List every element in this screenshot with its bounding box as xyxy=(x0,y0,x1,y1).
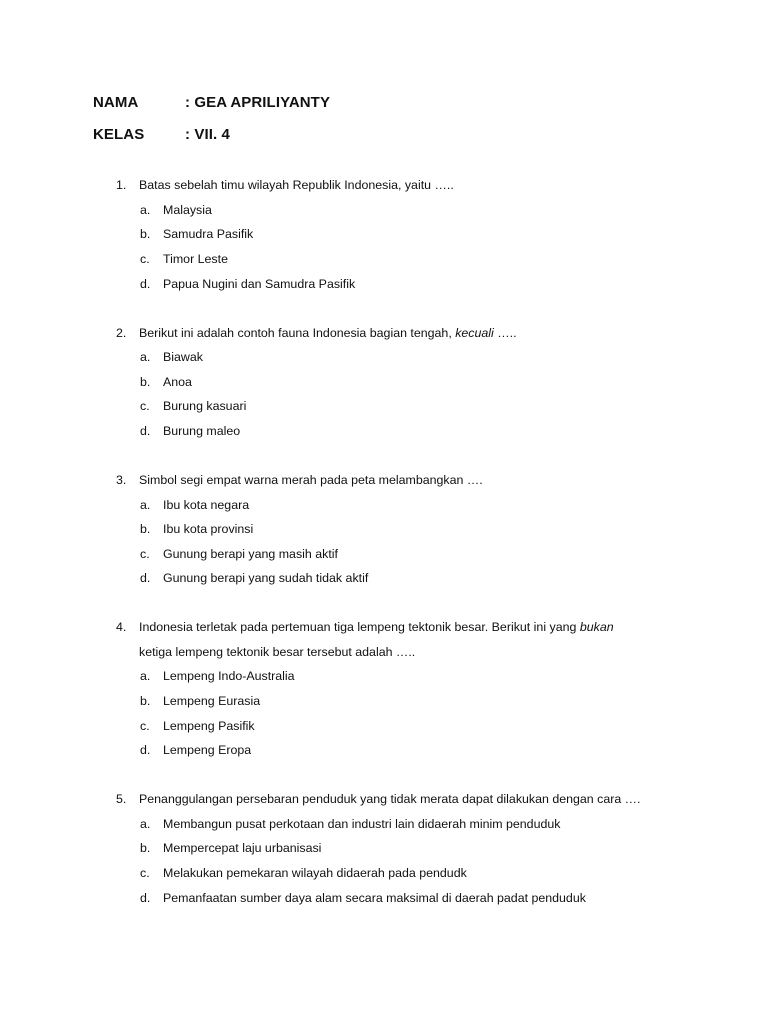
question-text xyxy=(139,326,517,340)
question-number: 5. xyxy=(116,792,127,807)
option-text: Mempercepat laju urbanisasi xyxy=(163,841,322,856)
option-text: Pemanfaatan sumber daya alam secara maksimal di daerah padat penduduk xyxy=(163,890,586,905)
question-4 xyxy=(116,615,716,762)
option-b xyxy=(116,222,716,247)
option-letter: b. xyxy=(140,374,151,389)
option-text: Anoa xyxy=(163,374,192,389)
option-letter: c. xyxy=(140,718,150,733)
name-label: NAMA xyxy=(93,93,139,111)
option-letter: c. xyxy=(140,399,150,414)
question-2 xyxy=(116,320,716,443)
option-letter: a. xyxy=(140,816,151,831)
option-letter: d. xyxy=(140,571,151,586)
option-c xyxy=(116,713,716,738)
question-text-line xyxy=(116,173,716,198)
question-text-main: Berikut ini adalah contoh fauna Indonesia bagian tengah, xyxy=(139,325,456,340)
option-letter: d. xyxy=(140,276,151,291)
option-letter: d. xyxy=(140,423,151,438)
option-b xyxy=(116,517,716,542)
question-list xyxy=(116,173,716,934)
class-label: KELAS xyxy=(93,125,145,143)
option-text: Lempeng Pasifik xyxy=(163,718,255,733)
option-text: Timor Leste xyxy=(163,251,228,266)
question-number: 4. xyxy=(116,620,127,635)
question-text-main: Indonesia terletak pada pertemuan tiga lempeng tektonik besar. Berikut ini yang xyxy=(139,620,580,635)
option-a xyxy=(116,492,716,517)
option-b xyxy=(116,836,716,861)
question-text-line xyxy=(116,615,716,640)
option-b xyxy=(116,689,716,714)
option-letter: c. xyxy=(140,546,150,561)
option-letter: b. xyxy=(140,522,151,537)
option-a xyxy=(116,198,716,223)
option-a xyxy=(116,812,716,837)
option-text: Ibu kota provinsi xyxy=(163,522,254,537)
option-letter: a. xyxy=(140,497,151,512)
option-text: Biawak xyxy=(163,350,203,365)
option-a xyxy=(116,345,716,370)
option-b xyxy=(116,369,716,394)
student-header xyxy=(93,86,330,150)
option-d xyxy=(116,271,716,296)
option-text: Gunung berapi yang sudah tidak aktif xyxy=(163,571,369,586)
class-row xyxy=(93,118,330,150)
option-d xyxy=(116,885,716,910)
question-text xyxy=(139,620,614,634)
question-text-italic: bukan xyxy=(579,620,614,635)
question-3 xyxy=(116,468,716,591)
question-text-line xyxy=(116,468,716,493)
option-text: Lempeng Eropa xyxy=(163,743,252,758)
question-text-line xyxy=(116,320,716,345)
question-number: 1. xyxy=(116,178,127,193)
option-d xyxy=(116,738,716,763)
option-c xyxy=(116,247,716,272)
option-letter: b. xyxy=(140,227,151,242)
option-letter: a. xyxy=(140,669,151,684)
option-text: Lempeng Eurasia xyxy=(163,694,261,709)
name-value: : GEA APRILIYANTY xyxy=(185,93,331,111)
question-text-continuation: ketiga lempeng tektonik besar tersebut adalah ….. xyxy=(139,644,416,659)
option-d xyxy=(116,419,716,444)
option-letter: a. xyxy=(140,202,151,217)
option-text: Melakukan pemekaran wilayah didaerah pada pendudk xyxy=(163,865,467,880)
option-letter: c. xyxy=(140,251,150,266)
question-number: 2. xyxy=(116,325,127,340)
option-c xyxy=(116,861,716,886)
option-text: Samudra Pasifik xyxy=(163,227,254,242)
question-5 xyxy=(116,787,716,910)
option-letter: d. xyxy=(140,743,151,758)
question-text-line xyxy=(116,787,716,812)
option-d xyxy=(116,566,716,591)
option-text: Malaysia xyxy=(163,202,212,217)
option-letter: b. xyxy=(140,841,151,856)
question-text-ellipsis: ….. xyxy=(493,325,517,340)
option-letter: d. xyxy=(140,890,151,905)
question-1 xyxy=(116,173,716,296)
option-text: Papua Nugini dan Samudra Pasifik xyxy=(163,276,356,291)
question-number: 3. xyxy=(116,473,127,487)
option-text: Membangun pusat perkotaan dan industri lain didaerah minim penduduk xyxy=(163,816,561,831)
option-c xyxy=(116,394,716,419)
name-row xyxy=(93,86,330,118)
option-letter: a. xyxy=(140,350,151,365)
question-text: Simbol segi empat warna merah pada peta melambangkan …. xyxy=(139,473,483,487)
option-text: Gunung berapi yang masih aktif xyxy=(163,546,338,561)
class-value: : VII. 4 xyxy=(185,125,230,143)
question-text: Penanggulangan persebaran penduduk yang tidak merata dapat dilakukan dengan cara …. xyxy=(139,792,641,807)
option-text: Lempeng Indo-Australia xyxy=(163,669,295,684)
question-text: Batas sebelah timu wilayah Republik Indonesia, yaitu ….. xyxy=(139,178,454,193)
option-a xyxy=(116,664,716,689)
option-letter: b. xyxy=(140,694,151,709)
option-text: Ibu kota negara xyxy=(163,497,250,512)
option-text: Burung kasuari xyxy=(163,399,247,414)
option-letter: c. xyxy=(140,865,150,880)
option-text: Burung maleo xyxy=(163,423,241,438)
option-c xyxy=(116,541,716,566)
question-text-italic: kecuali xyxy=(455,325,494,340)
